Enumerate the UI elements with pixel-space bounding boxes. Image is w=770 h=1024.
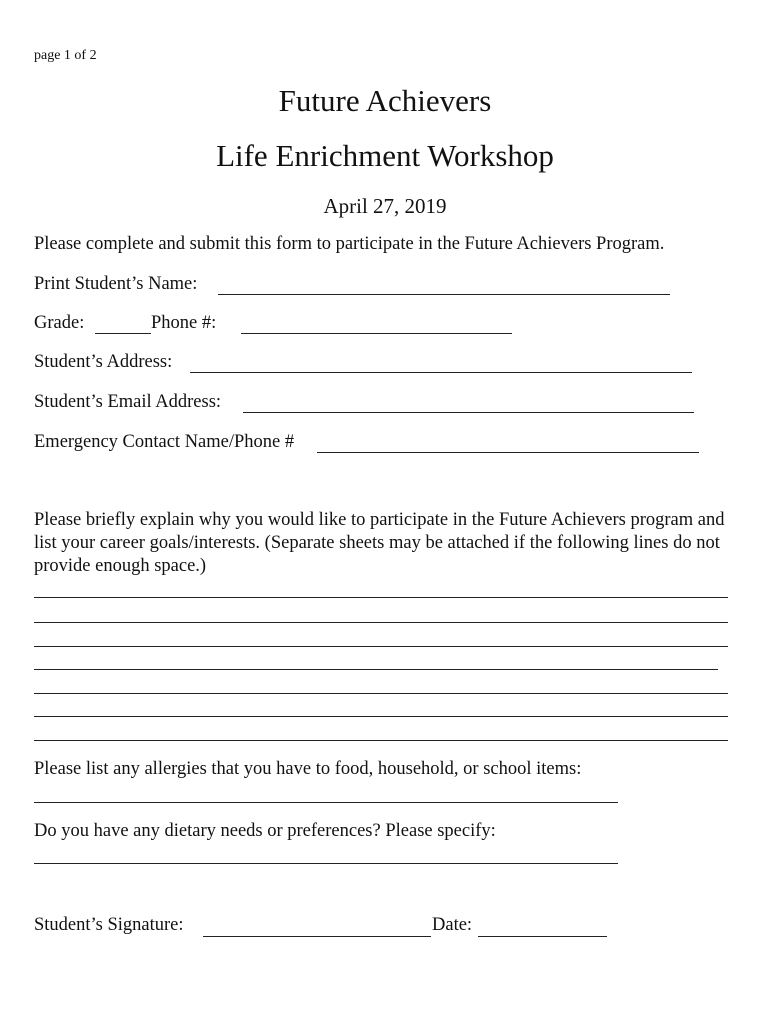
title-organization: Future Achievers	[278, 83, 492, 118]
dietary-field[interactable]	[34, 863, 618, 864]
phone-field[interactable]	[241, 333, 512, 334]
signature-field[interactable]	[203, 936, 431, 937]
allergies-field[interactable]	[34, 802, 618, 803]
email-field[interactable]	[243, 412, 694, 413]
address-field[interactable]	[190, 372, 692, 373]
explain-line-1[interactable]	[34, 597, 728, 598]
date-field[interactable]	[478, 936, 607, 937]
explain-prompt: Please briefly explain why you would like to participate in the Future Achievers program and list your career goals/interests. (Separate sheets may be attached if the following lines do not provide enough space.)	[34, 510, 725, 576]
date-label: Date:	[432, 915, 473, 935]
explain-line-6[interactable]	[34, 716, 728, 717]
intro-text: Please complete and submit this form to participate in the Future Achievers Program.	[34, 234, 665, 254]
page-indicator: page 1 of 2	[34, 48, 97, 63]
signature-label: Student’s Signature:	[34, 915, 184, 935]
email-label: Student’s Email Address:	[34, 392, 222, 412]
address-label: Student’s Address:	[34, 352, 173, 372]
emergency-contact-field[interactable]	[317, 452, 699, 453]
explain-line-7[interactable]	[34, 740, 728, 741]
emergency-contact-label: Emergency Contact Name/Phone #	[34, 432, 295, 452]
grade-field[interactable]	[95, 333, 151, 334]
explain-line-2[interactable]	[34, 622, 728, 623]
student-name-field[interactable]	[218, 294, 670, 295]
explain-line-5[interactable]	[34, 693, 728, 694]
grade-label: Grade:	[34, 313, 85, 333]
event-date: April 27, 2019	[323, 194, 447, 218]
explain-line-4[interactable]	[34, 669, 718, 670]
student-name-label: Print Student’s Name:	[34, 274, 198, 294]
title-workshop: Life Enrichment Workshop	[216, 138, 554, 173]
phone-label: Phone #:	[151, 313, 217, 333]
dietary-prompt: Do you have any dietary needs or preferences? Please specify:	[34, 821, 496, 841]
explain-line-3[interactable]	[34, 646, 728, 647]
allergies-prompt: Please list any allergies that you have to food, household, or school items:	[34, 759, 582, 779]
